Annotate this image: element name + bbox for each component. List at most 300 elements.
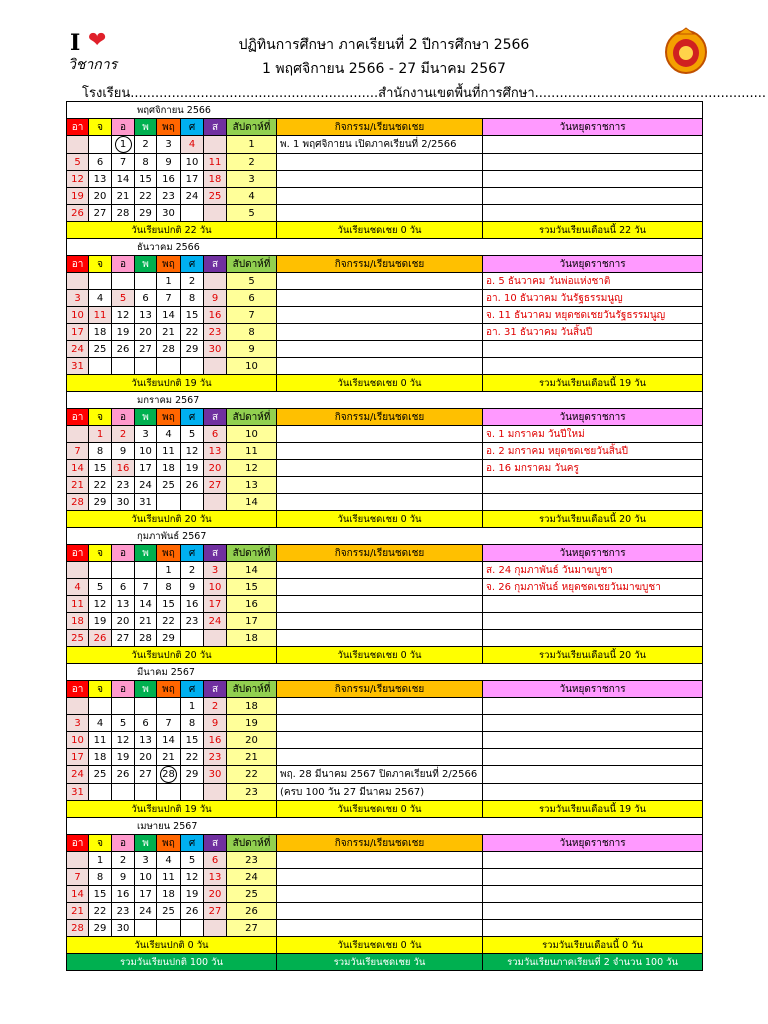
day-header: ส bbox=[204, 545, 227, 562]
date-cell bbox=[112, 358, 135, 375]
date-cell: 22 bbox=[181, 749, 204, 766]
date-cell: 3 bbox=[135, 852, 157, 869]
date-cell: 17 bbox=[135, 886, 157, 903]
date-cell: 25 bbox=[157, 903, 181, 920]
date-cell: 4 bbox=[89, 290, 112, 307]
date-cell: 23 bbox=[112, 477, 135, 494]
date-cell: 7 bbox=[157, 715, 181, 732]
date-cell bbox=[67, 426, 89, 443]
date-cell bbox=[157, 358, 181, 375]
date-cell bbox=[135, 562, 157, 579]
month-title: กุมภาพันธ์ 2567 bbox=[67, 528, 703, 545]
week-row bbox=[67, 443, 703, 460]
date-cell bbox=[181, 784, 204, 801]
date-cell bbox=[89, 562, 112, 579]
holiday-cell: อ. 2 มกราคม หยุดชดเชยวันสิ้นปี bbox=[483, 443, 703, 460]
date-cell: 14 bbox=[112, 171, 135, 188]
date-cell: 9 bbox=[204, 290, 227, 307]
date-cell: 15 bbox=[157, 596, 181, 613]
week-number: 11 bbox=[227, 443, 277, 460]
activity-header: กิจกรรม/เรียนชดเชย bbox=[277, 256, 483, 273]
date-cell bbox=[181, 920, 204, 937]
date-cell: 12 bbox=[112, 307, 135, 324]
date-cell: 2 bbox=[181, 562, 204, 579]
date-cell: 8 bbox=[135, 154, 157, 171]
week-number: 10 bbox=[227, 358, 277, 375]
date-cell: 10 bbox=[135, 443, 157, 460]
week-number: 18 bbox=[227, 698, 277, 715]
date-cell: 13 bbox=[112, 596, 135, 613]
holiday-cell bbox=[483, 613, 703, 630]
date-cell bbox=[89, 358, 112, 375]
day-header: ส bbox=[204, 835, 227, 852]
week-number: 23 bbox=[227, 784, 277, 801]
date-cell: 2 bbox=[112, 852, 135, 869]
month-total-summary: รวมวันเรียนเดือนนี้ 0 วัน bbox=[483, 937, 703, 954]
activity-cell: พฤ. 28 มีนาคม 2567 ปิดภาคเรียนที่ 2/2566 bbox=[277, 766, 483, 784]
holiday-cell bbox=[483, 154, 703, 171]
day-header: อ bbox=[112, 256, 135, 273]
week-number: 5 bbox=[227, 205, 277, 222]
activity-cell bbox=[277, 562, 483, 579]
date-cell: 11 bbox=[157, 443, 181, 460]
day-header: จ bbox=[89, 119, 112, 136]
date-cell: 30 bbox=[204, 341, 227, 358]
week-row bbox=[67, 494, 703, 511]
date-cell: 23 bbox=[157, 188, 181, 205]
date-cell: 8 bbox=[89, 443, 112, 460]
holiday-cell bbox=[483, 205, 703, 222]
date-cell: 30 bbox=[112, 494, 135, 511]
date-cell: 15 bbox=[181, 732, 204, 749]
week-row bbox=[67, 290, 703, 307]
week-number: 10 bbox=[227, 426, 277, 443]
holiday-cell: อ. 5 ธันวาคม วันพ่อแห่งชาติ bbox=[483, 273, 703, 290]
week-row bbox=[67, 784, 703, 801]
holiday-cell bbox=[483, 886, 703, 903]
date-cell: 13 bbox=[135, 732, 157, 749]
date-cell: 18 bbox=[157, 460, 181, 477]
week-header: สัปดาห์ที่ bbox=[227, 119, 277, 136]
date-cell: 10 bbox=[204, 579, 227, 596]
term-total-days: รวมวันเรียนภาคเรียนที่ 2 จำนวน 100 วัน bbox=[483, 954, 703, 971]
date-cell: 27 bbox=[204, 477, 227, 494]
week-number: 27 bbox=[227, 920, 277, 937]
week-row bbox=[67, 903, 703, 920]
date-cell: 15 bbox=[181, 307, 204, 324]
date-cell: 1 bbox=[89, 852, 112, 869]
date-cell: 22 bbox=[89, 903, 112, 920]
week-number: 9 bbox=[227, 341, 277, 358]
holiday-cell bbox=[483, 477, 703, 494]
date-cell: 15 bbox=[89, 460, 112, 477]
date-cell: 5 bbox=[112, 715, 135, 732]
holiday-cell bbox=[483, 341, 703, 358]
month-title-row bbox=[67, 102, 703, 119]
date-cell: 14 bbox=[67, 460, 89, 477]
holiday-cell: อา. 31 ธันวาคม วันสิ้นปี bbox=[483, 324, 703, 341]
date-cell: 25 bbox=[157, 477, 181, 494]
holiday-cell bbox=[483, 596, 703, 613]
date-cell bbox=[204, 205, 227, 222]
activity-cell bbox=[277, 613, 483, 630]
activity-header: กิจกรรม/เรียนชดเชย bbox=[277, 119, 483, 136]
month-title-row bbox=[67, 392, 703, 409]
date-cell: 24 bbox=[135, 477, 157, 494]
week-number: 21 bbox=[227, 749, 277, 766]
activity-cell bbox=[277, 886, 483, 903]
day-header: พ bbox=[135, 681, 157, 698]
week-row bbox=[67, 358, 703, 375]
week-header: สัปดาห์ที่ bbox=[227, 681, 277, 698]
month-summary-row bbox=[67, 801, 703, 818]
week-number: 2 bbox=[227, 154, 277, 171]
date-cell: 19 bbox=[89, 613, 112, 630]
date-cell: 19 bbox=[181, 886, 204, 903]
week-number: 7 bbox=[227, 307, 277, 324]
activity-cell bbox=[277, 188, 483, 205]
day-header: พฤ bbox=[157, 681, 181, 698]
activity-header: กิจกรรม/เรียนชดเชย bbox=[277, 409, 483, 426]
holiday-cell bbox=[483, 869, 703, 886]
date-cell: 24 bbox=[67, 766, 89, 784]
holiday-header: วันหยุดราชการ bbox=[483, 681, 703, 698]
date-cell: 6 bbox=[135, 290, 157, 307]
date-cell bbox=[112, 698, 135, 715]
date-cell: 16 bbox=[112, 460, 135, 477]
date-cell bbox=[204, 784, 227, 801]
week-number: 20 bbox=[227, 732, 277, 749]
day-header: พ bbox=[135, 409, 157, 426]
holiday-cell bbox=[483, 852, 703, 869]
date-cell bbox=[112, 784, 135, 801]
week-number: 23 bbox=[227, 852, 277, 869]
week-row bbox=[67, 307, 703, 324]
holiday-cell bbox=[483, 630, 703, 647]
date-cell: 18 bbox=[89, 324, 112, 341]
date-cell: 5 bbox=[89, 579, 112, 596]
date-cell: 23 bbox=[204, 324, 227, 341]
total-normal-days: รวมวันเรียนปกติ 100 วัน bbox=[67, 954, 277, 971]
date-cell: 3 bbox=[157, 136, 181, 154]
date-cell: 29 bbox=[157, 630, 181, 647]
activity-cell bbox=[277, 732, 483, 749]
week-number: 6 bbox=[227, 290, 277, 307]
week-row bbox=[67, 579, 703, 596]
term-total-row bbox=[67, 954, 703, 971]
normal-days-summary: วันเรียนปกติ 19 วัน bbox=[67, 801, 277, 818]
holiday-cell bbox=[483, 749, 703, 766]
date-cell: 5 bbox=[67, 154, 89, 171]
date-cell: 7 bbox=[112, 154, 135, 171]
date-cell: 26 bbox=[181, 903, 204, 920]
date-cell: 27 bbox=[89, 205, 112, 222]
week-header: สัปดาห์ที่ bbox=[227, 835, 277, 852]
day-header: อ bbox=[112, 681, 135, 698]
page-subtitle: 1 พฤศจิกายน 2566 - 27 มีนาคม 2567 bbox=[262, 61, 506, 77]
date-cell bbox=[135, 784, 157, 801]
week-row bbox=[67, 154, 703, 171]
week-row bbox=[67, 749, 703, 766]
date-cell: 22 bbox=[181, 324, 204, 341]
date-cell: 28 bbox=[67, 920, 89, 937]
week-number: 15 bbox=[227, 579, 277, 596]
month-summary-row bbox=[67, 222, 703, 239]
date-cell: 4 bbox=[157, 426, 181, 443]
date-cell: 16 bbox=[181, 596, 204, 613]
date-cell: 26 bbox=[112, 341, 135, 358]
day-header: ส bbox=[204, 256, 227, 273]
date-cell bbox=[135, 920, 157, 937]
holiday-cell bbox=[483, 171, 703, 188]
month-total-summary: รวมวันเรียนเดือนนี้ 22 วัน bbox=[483, 222, 703, 239]
date-cell: 29 bbox=[181, 341, 204, 358]
column-header-row bbox=[67, 545, 703, 562]
date-cell: 28 bbox=[135, 630, 157, 647]
day-header: จ bbox=[89, 256, 112, 273]
date-cell bbox=[135, 358, 157, 375]
week-header: สัปดาห์ที่ bbox=[227, 409, 277, 426]
week-row bbox=[67, 188, 703, 205]
date-cell: 18 bbox=[89, 749, 112, 766]
day-header: จ bbox=[89, 545, 112, 562]
date-cell: 14 bbox=[157, 732, 181, 749]
date-cell: 3 bbox=[67, 715, 89, 732]
week-row bbox=[67, 732, 703, 749]
date-cell: 6 bbox=[204, 426, 227, 443]
date-cell: 25 bbox=[89, 766, 112, 784]
holiday-cell: ส. 24 กุมภาพันธ์ วันมาฆบูชา bbox=[483, 562, 703, 579]
week-row bbox=[67, 920, 703, 937]
activity-cell bbox=[277, 494, 483, 511]
week-row bbox=[67, 477, 703, 494]
date-cell: 20 bbox=[112, 613, 135, 630]
date-cell: 17 bbox=[204, 596, 227, 613]
month-summary-row bbox=[67, 511, 703, 528]
day-header: พฤ bbox=[157, 256, 181, 273]
date-cell: 1 bbox=[157, 273, 181, 290]
holiday-header: วันหยุดราชการ bbox=[483, 835, 703, 852]
activity-cell bbox=[277, 477, 483, 494]
week-row bbox=[67, 766, 703, 784]
date-cell: 29 bbox=[89, 920, 112, 937]
activity-cell: (ครบ 100 วัน 27 มีนาคม 2567) bbox=[277, 784, 483, 801]
makeup-days-summary: วันเรียนชดเชย 0 วัน bbox=[277, 375, 483, 392]
week-row bbox=[67, 596, 703, 613]
week-row bbox=[67, 698, 703, 715]
date-cell: 8 bbox=[157, 579, 181, 596]
date-cell: 4 bbox=[181, 136, 204, 154]
total-makeup-days: รวมวันเรียนชดเชย วัน bbox=[277, 954, 483, 971]
date-cell: 12 bbox=[181, 443, 204, 460]
month-title-row bbox=[67, 528, 703, 545]
date-cell bbox=[89, 784, 112, 801]
holiday-cell bbox=[483, 920, 703, 937]
activity-header: กิจกรรม/เรียนชดเชย bbox=[277, 545, 483, 562]
date-cell: 25 bbox=[89, 341, 112, 358]
week-number: 24 bbox=[227, 869, 277, 886]
day-header: พฤ bbox=[157, 545, 181, 562]
date-cell: 22 bbox=[89, 477, 112, 494]
month-title: พฤศจิกายน 2566 bbox=[67, 102, 703, 119]
day-header: พ bbox=[135, 545, 157, 562]
month-title: ธันวาคม 2566 bbox=[67, 239, 703, 256]
month-title: มีนาคม 2567 bbox=[67, 664, 703, 681]
date-cell: 17 bbox=[181, 171, 204, 188]
day-header: ศ bbox=[181, 409, 204, 426]
activity-cell bbox=[277, 341, 483, 358]
date-cell: 13 bbox=[89, 171, 112, 188]
month-summary-row bbox=[67, 647, 703, 664]
normal-days-summary: วันเรียนปกติ 19 วัน bbox=[67, 375, 277, 392]
date-cell: 17 bbox=[67, 749, 89, 766]
date-cell: 22 bbox=[157, 613, 181, 630]
date-cell: 14 bbox=[135, 596, 157, 613]
date-cell: 27 bbox=[135, 766, 157, 784]
activity-cell bbox=[277, 920, 483, 937]
date-cell: 1 bbox=[181, 698, 204, 715]
date-cell: 5 bbox=[181, 852, 204, 869]
week-header: สัปดาห์ที่ bbox=[227, 545, 277, 562]
holiday-cell: จ. 26 กุมภาพันธ์ หยุดชดเชยวันมาฆบูชา bbox=[483, 579, 703, 596]
date-cell: 4 bbox=[67, 579, 89, 596]
month-summary-row bbox=[67, 375, 703, 392]
holiday-header: วันหยุดราชการ bbox=[483, 119, 703, 136]
day-header: ส bbox=[204, 409, 227, 426]
date-cell bbox=[204, 920, 227, 937]
month-summary-row bbox=[67, 937, 703, 954]
holiday-cell: อ. 16 มกราคม วันครู bbox=[483, 460, 703, 477]
activity-cell bbox=[277, 460, 483, 477]
date-cell: 31 bbox=[67, 784, 89, 801]
day-header: อา bbox=[67, 256, 89, 273]
date-cell: 10 bbox=[135, 869, 157, 886]
week-row bbox=[67, 324, 703, 341]
date-cell: 29 bbox=[89, 494, 112, 511]
week-number: 25 bbox=[227, 886, 277, 903]
date-cell: 10 bbox=[181, 154, 204, 171]
day-header: ศ bbox=[181, 545, 204, 562]
day-header: พฤ bbox=[157, 835, 181, 852]
date-cell: 24 bbox=[204, 613, 227, 630]
week-number: 14 bbox=[227, 562, 277, 579]
date-cell bbox=[157, 920, 181, 937]
week-row bbox=[67, 630, 703, 647]
date-cell bbox=[204, 358, 227, 375]
date-cell: 19 bbox=[67, 188, 89, 205]
week-number: 17 bbox=[227, 613, 277, 630]
activity-cell bbox=[277, 443, 483, 460]
week-number: 12 bbox=[227, 460, 277, 477]
week-number: 22 bbox=[227, 766, 277, 784]
day-header: อา bbox=[67, 409, 89, 426]
date-cell: 23 bbox=[204, 749, 227, 766]
date-cell: 4 bbox=[89, 715, 112, 732]
holiday-header: วันหยุดราชการ bbox=[483, 409, 703, 426]
day-header: ศ bbox=[181, 835, 204, 852]
date-cell bbox=[67, 136, 89, 154]
week-number: 8 bbox=[227, 324, 277, 341]
month-total-summary: รวมวันเรียนเดือนนี้ 19 วัน bbox=[483, 375, 703, 392]
date-cell: 24 bbox=[181, 188, 204, 205]
normal-days-summary: วันเรียนปกติ 20 วัน bbox=[67, 647, 277, 664]
week-number: 13 bbox=[227, 477, 277, 494]
date-cell bbox=[157, 766, 181, 784]
activity-header: กิจกรรม/เรียนชดเชย bbox=[277, 835, 483, 852]
day-header: ศ bbox=[181, 119, 204, 136]
date-cell bbox=[89, 136, 112, 154]
date-cell: 24 bbox=[135, 903, 157, 920]
emblem-icon bbox=[662, 26, 710, 74]
activity-cell bbox=[277, 749, 483, 766]
date-cell bbox=[67, 562, 89, 579]
day-header: จ bbox=[89, 409, 112, 426]
holiday-cell: จ. 11 ธันวาคม หยุดชดเชยวันรัฐธรรมนูญ bbox=[483, 307, 703, 324]
date-cell: 11 bbox=[204, 154, 227, 171]
date-cell bbox=[67, 273, 89, 290]
date-cell bbox=[135, 698, 157, 715]
date-cell: 5 bbox=[181, 426, 204, 443]
date-cell: 16 bbox=[204, 307, 227, 324]
month-total-summary: รวมวันเรียนเดือนนี้ 19 วัน bbox=[483, 801, 703, 818]
activity-cell bbox=[277, 903, 483, 920]
date-cell: 23 bbox=[181, 613, 204, 630]
holiday-cell bbox=[483, 358, 703, 375]
day-header: พ bbox=[135, 835, 157, 852]
date-cell: 15 bbox=[89, 886, 112, 903]
date-cell: 20 bbox=[135, 324, 157, 341]
week-number: 3 bbox=[227, 171, 277, 188]
date-cell bbox=[157, 784, 181, 801]
holiday-cell bbox=[483, 494, 703, 511]
activity-cell bbox=[277, 579, 483, 596]
date-cell: 7 bbox=[135, 579, 157, 596]
week-row bbox=[67, 273, 703, 290]
makeup-days-summary: วันเรียนชดเชย 0 วัน bbox=[277, 511, 483, 528]
date-cell: 21 bbox=[135, 613, 157, 630]
day-header: อา bbox=[67, 681, 89, 698]
date-cell: 4 bbox=[157, 852, 181, 869]
week-number: 18 bbox=[227, 630, 277, 647]
date-cell: 30 bbox=[112, 920, 135, 937]
page-header bbox=[0, 0, 768, 100]
week-row bbox=[67, 869, 703, 886]
date-cell: 22 bbox=[135, 188, 157, 205]
month-title-row bbox=[67, 818, 703, 835]
date-cell bbox=[112, 273, 135, 290]
date-cell: 10 bbox=[67, 307, 89, 324]
date-cell: 27 bbox=[204, 903, 227, 920]
week-row bbox=[67, 562, 703, 579]
makeup-days-summary: วันเรียนชดเชย 0 วัน bbox=[277, 222, 483, 239]
date-cell: 18 bbox=[67, 613, 89, 630]
activity-cell bbox=[277, 171, 483, 188]
holiday-cell: อา. 10 ธันวาคม วันรัฐธรรมนูญ bbox=[483, 290, 703, 307]
date-cell: 16 bbox=[204, 732, 227, 749]
holiday-header: วันหยุดราชการ bbox=[483, 545, 703, 562]
date-cell: 26 bbox=[112, 766, 135, 784]
holiday-cell bbox=[483, 784, 703, 801]
normal-days-summary: วันเรียนปกติ 20 วัน bbox=[67, 511, 277, 528]
week-number: 5 bbox=[227, 273, 277, 290]
activity-cell bbox=[277, 154, 483, 171]
day-header: อา bbox=[67, 835, 89, 852]
date-cell: 3 bbox=[67, 290, 89, 307]
holiday-cell bbox=[483, 136, 703, 154]
column-header-row bbox=[67, 409, 703, 426]
week-number: 4 bbox=[227, 188, 277, 205]
date-cell bbox=[89, 273, 112, 290]
